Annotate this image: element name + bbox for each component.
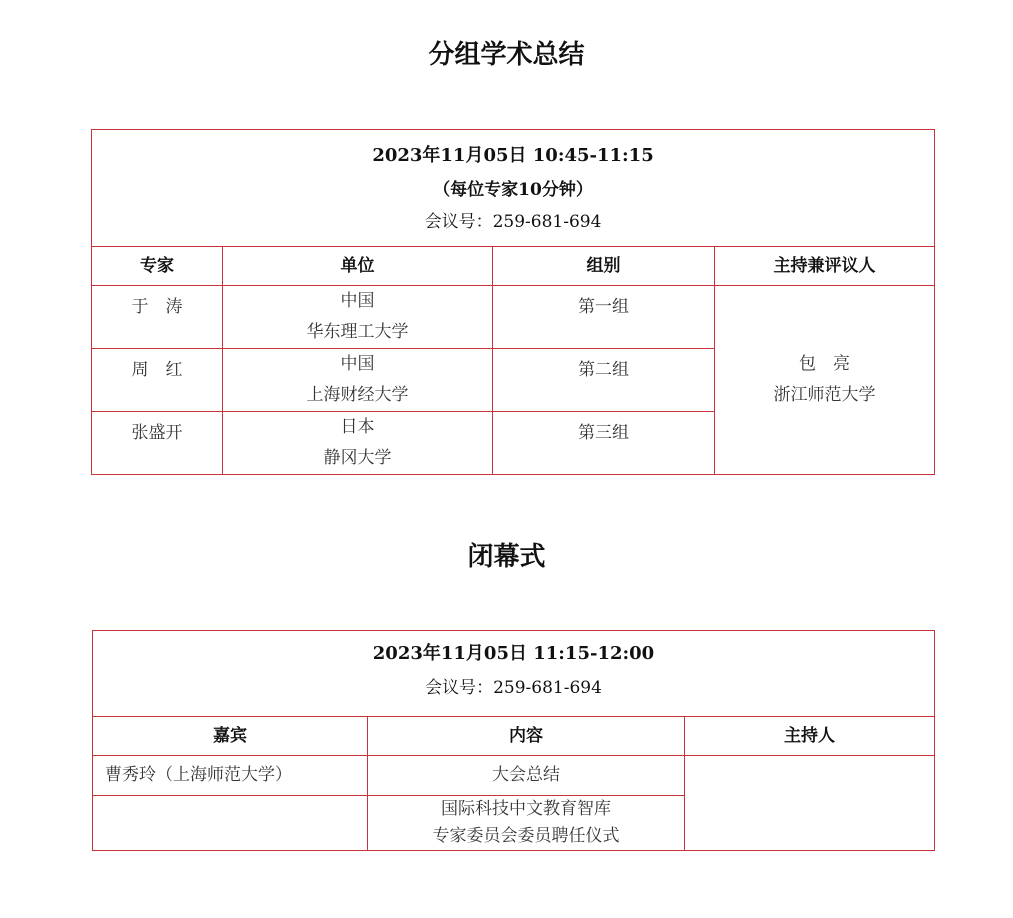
unit-country: 中国	[340, 291, 375, 311]
moderator-cell	[685, 756, 935, 851]
expert-cell: 于 涛	[92, 286, 223, 349]
expert-cell: 周 红	[92, 349, 223, 412]
section2-title: 闭幕式	[467, 542, 546, 572]
table1-note: （每位专家10分钟）	[433, 180, 593, 200]
host-name: 包 亮	[799, 354, 851, 374]
col-header-guest: 嘉宾	[93, 717, 368, 756]
section1-title: 分组学术总结	[428, 40, 585, 70]
unit-country: 中国	[340, 354, 375, 374]
unit-country: 日本	[340, 417, 375, 437]
group-cell: 第三组	[493, 412, 715, 475]
group-cell: 第二组	[493, 349, 715, 412]
academic-summary-table	[91, 129, 935, 475]
table2-header-cell	[93, 631, 935, 717]
expert-cell: 张盛开	[92, 412, 223, 475]
unit-cell	[223, 412, 493, 475]
closing-ceremony-table	[92, 630, 935, 851]
content-cell: 大会总结	[368, 756, 685, 796]
unit-name: 静冈大学	[323, 448, 392, 468]
table2-datetime: 2023年11月05日 11:15-12:00	[372, 642, 655, 664]
unit-cell	[223, 286, 493, 349]
col-header-expert: 专家	[92, 247, 223, 286]
unit-name: 华东理工大学	[306, 322, 409, 342]
table2-meeting-id: 会议号：259-681-694	[425, 677, 602, 698]
content-line: 国际科技中文教育智库	[441, 799, 611, 819]
content-line: 专家委员会委员聘任仪式	[432, 826, 620, 846]
unit-name: 上海财经大学	[306, 385, 409, 405]
content-cell	[368, 796, 685, 851]
col-header-unit: 单位	[223, 247, 493, 286]
col-header-moderator: 主持人	[685, 717, 935, 756]
guest-cell: 曹秀玲（上海师范大学）	[93, 756, 368, 796]
host-cell	[715, 286, 935, 475]
col-header-group: 组别	[493, 247, 715, 286]
table1-meeting-id: 会议号：259-681-694	[424, 212, 602, 232]
unit-cell	[223, 349, 493, 412]
table1-datetime: 2023年11月05日 10:45-11:15	[372, 145, 654, 166]
col-header-content: 内容	[368, 717, 685, 756]
table1-header-cell	[92, 130, 935, 247]
col-header-host: 主持兼评议人	[715, 247, 935, 286]
guest-cell	[93, 796, 368, 851]
group-cell: 第一组	[493, 286, 715, 349]
host-unit: 浙江师范大学	[773, 385, 876, 405]
